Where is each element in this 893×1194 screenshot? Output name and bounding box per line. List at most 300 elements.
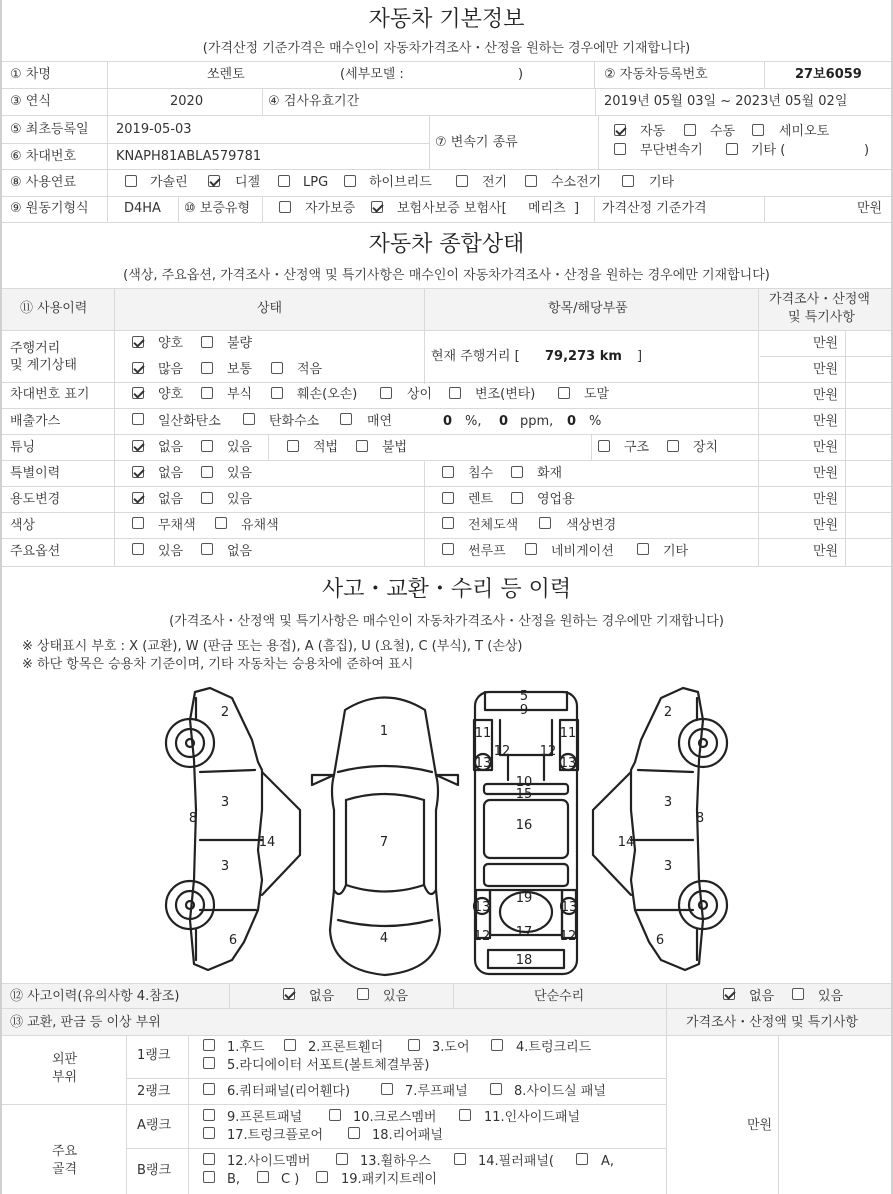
- detail-model-label: (세부모델 :: [340, 67, 404, 82]
- sunroof-label: 썬루프: [468, 544, 506, 559]
- engine-value: D4HA: [124, 201, 161, 216]
- cross-member-checkbox[interactable]: [329, 1109, 341, 1121]
- warranty-insurer-name: 메리츠: [528, 201, 566, 216]
- warranty-label: ⑩ 보증유형: [184, 201, 251, 216]
- first-reg-value: 2019-05-03: [116, 122, 192, 137]
- year-value: 2020: [170, 94, 204, 109]
- vin-mismatch-checkbox[interactable]: [380, 387, 392, 399]
- part-9-label: 9: [519, 703, 529, 718]
- mileage-many-checkbox[interactable]: [132, 362, 144, 374]
- price-unit: 만원: [813, 518, 839, 533]
- wheel-house-checkbox[interactable]: [336, 1153, 348, 1165]
- part-13-label: 13: [474, 756, 492, 771]
- part-17-label: 17: [515, 925, 533, 940]
- divider: [268, 434, 269, 460]
- tuning-illegal-label: 불법: [382, 440, 408, 455]
- part-13-label: 13: [473, 900, 491, 915]
- flood-label: 침수: [468, 466, 494, 481]
- part-2-label: 2: [663, 705, 673, 720]
- fuel-other-checkbox[interactable]: [622, 175, 634, 187]
- color-change-checkbox[interactable]: [539, 517, 551, 529]
- section-title-accident-history: 사고・교환・수리 등 이력: [321, 577, 572, 602]
- pillar-b-checkbox-row[interactable]: [203, 1171, 215, 1183]
- divider: [595, 88, 596, 115]
- part-15-label: 15: [515, 787, 533, 802]
- co-unit: %,: [465, 414, 482, 429]
- vin-value: KNAPH81ABLA579781: [116, 149, 262, 164]
- co-checkbox[interactable]: [132, 413, 144, 425]
- car-name-label: ① 차명: [10, 67, 51, 82]
- fuel-diesel-checkbox[interactable]: [208, 175, 220, 187]
- part-3-label: 3: [220, 859, 230, 874]
- fuel-diesel-label: 디젤: [235, 175, 261, 190]
- fuel-label: ⑧ 사용연료: [10, 175, 77, 190]
- part-8-label: 8: [695, 811, 705, 826]
- divider: [2, 196, 891, 197]
- fuel-lpg-checkbox[interactable]: [278, 175, 290, 187]
- trans-other-close: ): [864, 143, 870, 158]
- special-none-checkbox[interactable]: [132, 466, 144, 478]
- divider: [598, 115, 599, 169]
- price-unit: 만원: [813, 336, 839, 351]
- vin-altered-label: 변조(변타): [475, 387, 536, 402]
- divider: [126, 1148, 666, 1149]
- full-paint-label: 전체도색: [468, 518, 519, 533]
- options-label: 주요옵션: [10, 544, 61, 559]
- price-unit: 만원: [813, 544, 839, 559]
- right-side-view: [593, 688, 727, 970]
- smoke-unit: %: [589, 414, 602, 429]
- trunk-lid-label: 4.트렁크리드: [516, 1040, 592, 1055]
- fire-checkbox[interactable]: [511, 466, 523, 478]
- left-side-view: [166, 688, 300, 970]
- part-1-label: 1: [379, 724, 389, 739]
- price-unit: 만원: [813, 362, 839, 377]
- divider: [188, 1035, 189, 1194]
- pillar-c-checkbox[interactable]: [257, 1171, 269, 1183]
- meter-good-checkbox[interactable]: [132, 336, 144, 348]
- divider: [107, 61, 108, 169]
- frame-label-1: 주요: [52, 1144, 78, 1159]
- legend-line-2: ※ 하단 항목은 승용차 기준이며, 기타 자동차는 승용차에 준하여 표시: [22, 657, 414, 672]
- part-3-label: 3: [220, 795, 230, 810]
- radiator-support-label: 5.라디에이터 서포트(볼트체결부품): [227, 1058, 430, 1073]
- price-basis-unit: 만원: [857, 201, 883, 216]
- current-mileage-label: 현재 주행거리 [: [431, 349, 520, 364]
- cross-member-label: 10.크로스멤버: [353, 1110, 437, 1125]
- col-price-header-2: 및 특기사항: [788, 310, 855, 325]
- exterior-label-1: 외판: [52, 1052, 78, 1067]
- divider: [429, 115, 430, 169]
- vin-damaged-label: 훼손(오손): [297, 387, 358, 402]
- mileage-few-label: 적음: [297, 362, 323, 377]
- trunk-lid-checkbox[interactable]: [491, 1039, 503, 1051]
- usage-change-label: 용도변경: [10, 492, 61, 507]
- mileage-label-2: 및 계기상태: [10, 358, 77, 373]
- pillar-b-label: B,: [227, 1172, 241, 1187]
- rear-panel-checkbox[interactable]: [348, 1127, 360, 1139]
- mileage-normal-checkbox[interactable]: [201, 362, 213, 374]
- part-11-label: 11: [559, 726, 577, 741]
- part-6-label: 6: [655, 933, 665, 948]
- mileage-label-1: 주행거리: [10, 341, 61, 356]
- simple-repair-label: 단순수리: [534, 989, 585, 1004]
- divider: [2, 1104, 666, 1105]
- divider: [178, 196, 179, 222]
- detail-model-close: ): [518, 67, 524, 82]
- fuel-gasoline-checkbox[interactable]: [125, 175, 137, 187]
- part-12-label: 12: [493, 744, 511, 759]
- roof-panel-label: 7.루프패널: [405, 1084, 468, 1099]
- year-label: ③ 연식: [10, 94, 51, 109]
- meter-good-label: 양호: [158, 336, 184, 351]
- divider: [229, 983, 230, 1008]
- current-mileage-close: ]: [637, 349, 643, 364]
- divider: [262, 88, 263, 115]
- repair-exists-checkbox[interactable]: [792, 988, 804, 1000]
- usage-none-checkbox[interactable]: [132, 492, 144, 504]
- car-name-value: 쏘렌토: [207, 67, 245, 82]
- first-reg-label: ⑤ 최초등록일: [10, 122, 89, 137]
- warranty-insurer-close: ]: [574, 201, 580, 216]
- special-exists-checkbox[interactable]: [201, 466, 213, 478]
- tuning-none-label: 없음: [158, 440, 184, 455]
- roof-panel-checkbox[interactable]: [381, 1083, 393, 1095]
- full-paint-checkbox[interactable]: [442, 517, 454, 529]
- trans-auto-checkbox[interactable]: [614, 124, 626, 136]
- trans-semi-checkbox[interactable]: [752, 124, 764, 136]
- divider: [114, 288, 115, 566]
- parts-label: ⑬ 교환, 판금 등 이상 부위: [10, 1015, 161, 1030]
- legend-line-1: ※ 상태표시 부호 : X (교환), W (판금 또는 용접), A (흠집), U (요철), C (부식), T (손상): [22, 639, 523, 654]
- rank2-label: 2랭크: [137, 1084, 171, 1099]
- fuel-electric-label: 전기: [482, 175, 508, 190]
- repair-none-label: 없음: [749, 989, 775, 1004]
- options-none-label: 없음: [227, 544, 253, 559]
- front-fender-label: 2.프론트휀더: [308, 1040, 384, 1055]
- tuning-illegal-checkbox[interactable]: [356, 440, 368, 452]
- section-title-overall-status: 자동차 종합상태: [368, 232, 525, 257]
- options-exists-label: 있음: [158, 544, 184, 559]
- accident-exists-label: 있음: [383, 989, 409, 1004]
- tuning-legal-label: 적법: [313, 440, 339, 455]
- reg-no-value: 27보6059: [795, 67, 862, 82]
- part-3-label: 3: [663, 859, 673, 874]
- wheel-house-label: 13.휠하우스: [360, 1154, 431, 1169]
- pillar-a-label: A,: [601, 1154, 615, 1169]
- door-checkbox[interactable]: [408, 1039, 420, 1051]
- divider: [845, 330, 846, 566]
- warranty-insurer-label: 보험사보증 보험사[: [397, 201, 507, 216]
- price-unit: 만원: [813, 414, 839, 429]
- hc-checkbox[interactable]: [243, 413, 255, 425]
- warranty-insurer-checkbox[interactable]: [371, 201, 383, 213]
- divider: [2, 61, 891, 62]
- hc-value: 0: [499, 414, 509, 429]
- engine-label: ⑨ 원동기형식: [10, 201, 89, 216]
- part-3-label: 3: [663, 795, 673, 810]
- vin-stolen-label: 도말: [584, 387, 610, 402]
- tuning-label: 튜닝: [10, 440, 36, 455]
- trans-cvt-checkbox[interactable]: [614, 143, 626, 155]
- chromatic-checkbox[interactable]: [215, 517, 227, 529]
- part-7-label: 7: [379, 835, 389, 850]
- divider: [594, 61, 595, 88]
- rental-checkbox[interactable]: [442, 492, 454, 504]
- trans-other-checkbox[interactable]: [726, 143, 738, 155]
- smoke-label: 매연: [367, 414, 393, 429]
- divider: [424, 288, 425, 384]
- front-panel-checkbox[interactable]: [203, 1109, 215, 1121]
- pillar-panel-checkbox[interactable]: [454, 1153, 466, 1165]
- fuel-electric-checkbox[interactable]: [456, 175, 468, 187]
- divider: [2, 169, 891, 170]
- accident-none-label: 없음: [309, 989, 335, 1004]
- warranty-self-label: 자가보증: [305, 201, 356, 216]
- col-price-header-1: 가격조사・산정액: [769, 292, 870, 307]
- pillar-a-checkbox[interactable]: [576, 1153, 588, 1165]
- trans-auto-label: 자동: [640, 124, 666, 139]
- part-13-label: 13: [560, 900, 578, 915]
- navigation-checkbox[interactable]: [525, 543, 537, 555]
- pillar-panel-label: 14.필러패널(: [478, 1154, 554, 1169]
- divider: [2, 222, 891, 223]
- vin-corroded-checkbox[interactable]: [201, 387, 213, 399]
- current-mileage-value: 79,273 km: [545, 349, 622, 364]
- vin-mismatch-label: 상이: [407, 387, 433, 402]
- frame-label-2: 골격: [52, 1162, 78, 1177]
- part-2-label: 2: [220, 705, 230, 720]
- options-other-label: 기타: [663, 544, 689, 559]
- inspection-label: ④ 검사유효기간: [268, 94, 360, 109]
- transmission-label: ⑦ 변속기 종류: [435, 135, 518, 150]
- side-member-label: 12.사이드멤버: [227, 1154, 311, 1169]
- rental-label: 렌트: [468, 492, 494, 507]
- repair-exists-label: 있음: [818, 989, 844, 1004]
- smoke-value: 0: [567, 414, 577, 429]
- price-unit: 만원: [813, 388, 839, 403]
- tuning-device-checkbox[interactable]: [667, 440, 679, 452]
- tuning-device-label: 장치: [693, 440, 719, 455]
- divider: [126, 1035, 127, 1194]
- hc-label: 탄화수소: [269, 414, 320, 429]
- inside-panel-label: 11.인사이드패널: [484, 1110, 581, 1125]
- accident-none-checkbox[interactable]: [283, 988, 295, 1000]
- part-6-label: 6: [228, 933, 238, 948]
- tuning-exists-label: 있음: [227, 440, 253, 455]
- part-5-label: 5: [519, 689, 529, 704]
- tuning-none-checkbox[interactable]: [132, 440, 144, 452]
- divider: [424, 460, 425, 566]
- section-note-accident-history: (가격조사・산정액 및 특기사항은 매수인이 자동차가격조사・산정을 원하는 경우에만 기재합니다): [169, 614, 724, 629]
- inside-panel-checkbox[interactable]: [459, 1109, 471, 1121]
- package-tray-checkbox[interactable]: [316, 1171, 328, 1183]
- tuning-structure-checkbox[interactable]: [598, 440, 610, 452]
- achromatic-label: 무채색: [158, 518, 196, 533]
- tuning-exists-checkbox[interactable]: [201, 440, 213, 452]
- divider: [760, 356, 891, 357]
- side-sill-checkbox[interactable]: [490, 1083, 502, 1095]
- divider: [2, 983, 891, 984]
- emission-label: 배출가스: [10, 414, 61, 429]
- warranty-self-checkbox[interactable]: [279, 201, 291, 213]
- divider: [758, 288, 759, 566]
- section-title-basic-info: 자동차 기본정보: [368, 7, 525, 32]
- col-items-header: 항목/해당부품: [548, 301, 628, 316]
- frame-price-unit: 만원: [747, 1118, 773, 1133]
- business-checkbox[interactable]: [511, 492, 523, 504]
- vin-mark-label: 차대번호 표기: [10, 387, 90, 402]
- flood-checkbox[interactable]: [442, 466, 454, 478]
- divider: [262, 196, 263, 222]
- usage-exists-checkbox[interactable]: [201, 492, 213, 504]
- divider: [2, 115, 891, 116]
- price-unit: 만원: [813, 466, 839, 481]
- divider: [594, 196, 595, 222]
- col-usage-header: ⑪ 사용이력: [20, 301, 88, 316]
- mileage-normal-label: 보통: [227, 362, 253, 377]
- col-status-header: 상태: [257, 301, 283, 316]
- part-4-label: 4: [379, 931, 389, 946]
- tuning-legal-checkbox[interactable]: [287, 440, 299, 452]
- part-12-label: 12: [559, 929, 577, 944]
- vin-altered-checkbox[interactable]: [449, 387, 461, 399]
- smoke-checkbox[interactable]: [340, 413, 352, 425]
- accident-history-label: ⑫ 사고이력(유의사항 4.참조): [10, 989, 180, 1004]
- divider: [453, 983, 454, 1008]
- part-8-label: 8: [188, 811, 198, 826]
- vin-damaged-checkbox[interactable]: [271, 387, 283, 399]
- trans-cvt-label: 무단변속기: [640, 143, 703, 158]
- price-unit: 만원: [813, 440, 839, 455]
- sunroof-checkbox[interactable]: [442, 543, 454, 555]
- part-11-label: 11: [474, 726, 492, 741]
- divider: [2, 143, 429, 144]
- usage-exists-label: 있음: [227, 492, 253, 507]
- chromatic-label: 유채색: [241, 518, 279, 533]
- usage-none-label: 없음: [158, 492, 184, 507]
- radiator-support-checkbox[interactable]: [203, 1057, 215, 1069]
- exterior-label-2: 부위: [52, 1070, 78, 1085]
- vin-good-label: 양호: [158, 387, 184, 402]
- side-member-checkbox[interactable]: [203, 1153, 215, 1165]
- divider: [764, 61, 765, 88]
- part-10-label: 10: [515, 775, 533, 790]
- divider: [107, 169, 108, 196]
- color-label: 색상: [10, 518, 36, 533]
- trans-manual-label: 수동: [710, 124, 736, 139]
- vin-good-checkbox[interactable]: [132, 387, 144, 399]
- rear-panel-label: 18.리어패널: [372, 1128, 443, 1143]
- trans-other-label: 기타 (: [751, 143, 786, 158]
- price-unit: 만원: [813, 492, 839, 507]
- divider: [2, 1008, 891, 1009]
- options-other-checkbox[interactable]: [637, 543, 649, 555]
- inspection-value: 2019년 05월 03일 ~ 2023년 05월 02일: [604, 94, 848, 109]
- mileage-few-checkbox[interactable]: [271, 362, 283, 374]
- section-note-basic-info: (가격산정 기준가격은 매수인이 자동차가격조사・산정을 원하는 경우에만 기재합니다): [202, 41, 691, 56]
- divider: [764, 196, 765, 222]
- trunk-floor-checkbox[interactable]: [203, 1127, 215, 1139]
- trunk-floor-label: 17.트렁크플로어: [227, 1128, 324, 1143]
- divider: [2, 566, 891, 567]
- part-14-label: 14: [617, 835, 635, 850]
- fuel-hydrogen-label: 수소전기: [551, 175, 602, 190]
- reg-no-label: ② 자동차등록번호: [604, 67, 708, 82]
- repair-none-checkbox[interactable]: [723, 988, 735, 1000]
- vin-label: ⑥ 차대번호: [10, 149, 77, 164]
- part-19-label: 19: [515, 891, 533, 906]
- fuel-hybrid-checkbox[interactable]: [344, 175, 356, 187]
- front-fender-checkbox[interactable]: [284, 1039, 296, 1051]
- door-label: 3.도어: [432, 1040, 470, 1055]
- trans-semi-label: 세미오토: [779, 124, 830, 139]
- divider: [666, 983, 667, 1194]
- mileage-many-label: 많음: [158, 362, 184, 377]
- rankA-label: A랭크: [137, 1118, 172, 1133]
- achromatic-checkbox[interactable]: [132, 517, 144, 529]
- divider: [126, 1078, 666, 1079]
- color-change-label: 색상변경: [566, 518, 617, 533]
- part-12-label: 12: [539, 744, 557, 759]
- car-part-diagram: [0, 680, 893, 980]
- hood-checkbox[interactable]: [203, 1039, 215, 1051]
- rank1-label: 1랭크: [137, 1048, 171, 1063]
- fire-label: 화재: [537, 466, 563, 481]
- divider: [778, 1035, 779, 1194]
- special-none-label: 없음: [158, 466, 184, 481]
- vin-stolen-checkbox[interactable]: [558, 387, 570, 399]
- fuel-lpg-label: LPG: [303, 175, 329, 190]
- accident-exists-checkbox[interactable]: [357, 988, 369, 1000]
- navigation-label: 네비게이션: [551, 544, 614, 559]
- divider: [591, 434, 592, 460]
- part-16-label: 16: [515, 818, 533, 833]
- meter-bad-checkbox[interactable]: [201, 336, 213, 348]
- hc-unit: ppm,: [520, 414, 554, 429]
- meter-bad-label: 불량: [227, 336, 253, 351]
- pillar-c-label: C ): [281, 1172, 300, 1187]
- part-14-label: 14: [258, 835, 276, 850]
- divider: [2, 1035, 891, 1036]
- options-exists-checkbox[interactable]: [132, 543, 144, 555]
- tuning-structure-label: 구조: [624, 440, 650, 455]
- fuel-hybrid-label: 하이브리드: [369, 175, 432, 190]
- vin-corroded-label: 부식: [227, 387, 253, 402]
- package-tray-label: 19.패키지트레이: [341, 1172, 438, 1187]
- divider: [107, 196, 108, 222]
- fuel-other-label: 기타: [649, 175, 675, 190]
- side-sill-label: 8.사이드실 패널: [514, 1084, 606, 1099]
- rankB-label: B랭크: [137, 1163, 172, 1178]
- special-history-label: 특별이력: [10, 466, 61, 481]
- price-basis-label: 가격산정 기준가격: [602, 201, 707, 216]
- quarter-panel-checkbox[interactable]: [203, 1083, 215, 1095]
- co-value: 0: [443, 414, 453, 429]
- co-label: 일산화탄소: [158, 414, 221, 429]
- part-18-label: 18: [515, 953, 533, 968]
- special-exists-label: 있음: [227, 466, 253, 481]
- quarter-panel-label: 6.쿼터패널(리어휀다): [227, 1084, 351, 1099]
- fuel-hydrogen-checkbox[interactable]: [525, 175, 537, 187]
- section-note-overall-status: (색상, 주요옵션, 가격조사・산정액 및 특기사항은 매수인이 자동차가격조사・산정을 원하는 경우에만 기재합니다): [123, 268, 770, 283]
- part-13-label: 13: [559, 756, 577, 771]
- options-none-checkbox[interactable]: [201, 543, 213, 555]
- front-panel-label: 9.프론트패널: [227, 1110, 303, 1125]
- trans-manual-checkbox[interactable]: [684, 124, 696, 136]
- fuel-gasoline-label: 가솔린: [150, 175, 188, 190]
- divider: [2, 88, 891, 89]
